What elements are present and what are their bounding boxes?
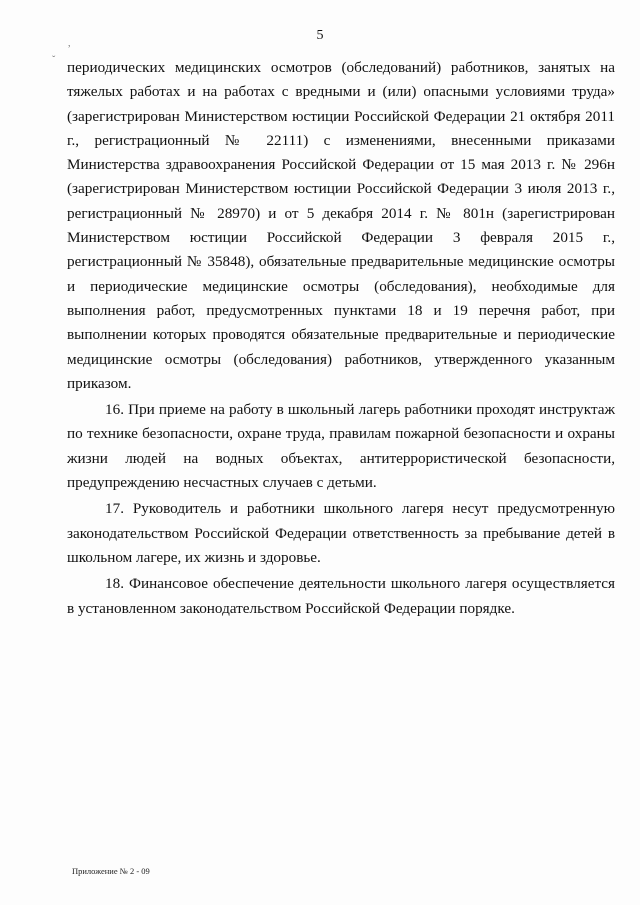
- appendix-footer: Приложение № 2 - 09: [72, 866, 150, 876]
- page-number: 5: [316, 28, 324, 43]
- paragraph-continuation: периодических медицинских осмотров (обследований) работников, занятых на тяжелых работах и на работах с вредными и (или) опасными условиями труда» (зарегистрирован Министерством юстиции Российской Федерации 21 октября 2011 г., регистрационный № 22111) с изменениями, внесенными приказами Министерства здравоохранения Российской Федерации от 15 мая 2013 г. № 296н (зарегистрирован Министерством юстиции Российской Федерации 3 июля 2013 г., регистрационный № 28970) и от 5 декабря 2014 г. № 801н (зарегистрирован Министерством юстиции Российской Федерации 3 февраля 2015 г., регистрационный № 35848), обязательные предварительные медицинские осмотры и периодические медицинские осмотры (обследования), необходимые для выполнения работ, предусмотренных пунктами 18 и 19 перечня работ, при выполнении которых проводятся обязательные предварительные и периодические медицинские осмотры (обследования) работников, утвержденного указанным приказом.: [67, 59, 615, 392]
- scan-speck: ˇ: [52, 55, 56, 66]
- paragraph-16: 16. При приеме на работу в школьный лагерь работники проходят инструктаж по технике безопасности, охране труда, правилам пожарной безопасности и охраны жизни людей на водных объектах, антитеррористической безопасности, предупреждению несчастных случаев с детьми.: [67, 401, 615, 492]
- scan-speck: ,: [68, 38, 71, 49]
- paragraph-17: 17. Руководитель и работники школьного лагеря несут предусмотренную законодательством Российской Федерации ответственность за пребывание детей в школьном лагере, их жизнь и здоровье.: [67, 500, 615, 566]
- paragraph-18: 18. Финансовое обеспечение деятельности школьного лагеря осуществляется в установленном законодательством Российской Федерации порядке.: [67, 575, 615, 617]
- document-body: [67, 56, 615, 621]
